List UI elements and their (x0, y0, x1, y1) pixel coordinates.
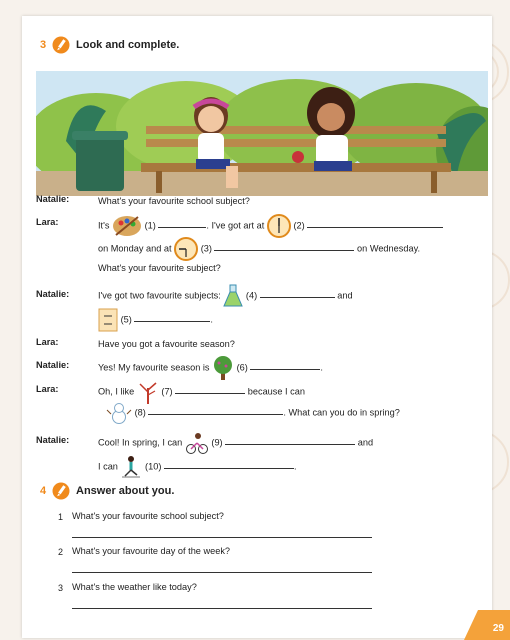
answer-blank[interactable] (225, 435, 355, 445)
dialogue-line-5 (98, 284, 353, 308)
question-text: What's your favourite school subject? (72, 511, 224, 521)
answer-blank[interactable] (158, 218, 206, 228)
answer-blank[interactable] (307, 218, 443, 228)
dialogue-text: on Wednesday. (357, 243, 421, 254)
dialogue-line-7 (98, 337, 235, 351)
exercise-number: 4 (40, 485, 47, 497)
speaker-label: Natalie: (36, 289, 70, 299)
dialogue-line-12 (98, 455, 297, 479)
dialogue-line-1 (98, 194, 250, 208)
answer-blank[interactable] (214, 241, 354, 251)
answer-blank[interactable] (148, 405, 283, 415)
dialogue-text: because I can (247, 386, 305, 397)
blank-number: (6) (236, 362, 248, 373)
blank-number: (9) (211, 437, 223, 448)
dialogue-line-6 (98, 308, 213, 332)
dialogue-text: and (357, 437, 374, 448)
blank-number: (3) (200, 243, 212, 254)
answer-blank[interactable] (175, 384, 245, 394)
blank-number: (5) (120, 314, 132, 325)
speaker-label: Natalie: (36, 194, 70, 204)
dialogue-text: I've got two favourite subjects: (98, 290, 221, 301)
blank-number: (1) (144, 220, 156, 231)
question-number: 2 (58, 547, 64, 557)
dialogue-text: I can (98, 461, 118, 472)
dialogue-text: It's (98, 220, 110, 231)
dialogue-line-2 (98, 214, 443, 238)
blank-number: (7) (161, 386, 173, 397)
speaker-label: Natalie: (36, 435, 70, 445)
cycling-girl-icon (185, 431, 209, 455)
dialogue-line-8 (98, 356, 323, 380)
speaker-label: Natalie: (36, 360, 70, 370)
page-number-badge (478, 610, 510, 640)
answer-blank[interactable] (134, 312, 210, 322)
blank-number: (2) (293, 220, 305, 231)
exercise-title: Look and complete. (76, 39, 180, 51)
clock-icon (174, 237, 198, 261)
page-number: 29 (492, 623, 504, 634)
question-text: What's your favourite day of the week? (72, 546, 231, 556)
exercise-number: 3 (40, 39, 47, 51)
speaker-label: Lara: (36, 337, 59, 347)
dialogue-line-3 (98, 237, 420, 261)
dialogue-text: and (337, 290, 353, 301)
exercise-3-heading (40, 36, 179, 54)
question-number: 1 (58, 512, 64, 522)
dialogue-line-9 (98, 380, 305, 404)
speaker-label: Lara: (36, 217, 59, 227)
snowman-icon (106, 402, 132, 424)
winter-tree-icon (137, 380, 159, 404)
exercise-title: Answer about you. (76, 485, 175, 497)
dialogue-text: What's your favourite subject? (98, 263, 221, 273)
girls-on-bench-illustration (36, 71, 488, 196)
answer-blank[interactable] (250, 360, 320, 370)
dialogue-line-10 (106, 402, 400, 424)
answer-blank[interactable] (260, 288, 335, 298)
answer-line[interactable] (72, 572, 372, 573)
skating-girl-icon (120, 455, 142, 479)
dialogue-text: Yes! My favourite season is (98, 362, 210, 373)
art-palette-icon (112, 215, 142, 237)
question-text: What's the weather like today? (72, 582, 197, 592)
dialogue-text: . (293, 461, 297, 472)
clock-icon (267, 214, 291, 238)
dialogue-text: . I've got art at (206, 220, 265, 231)
dialogue-text: Cool! In spring, I can (98, 437, 183, 448)
dialogue-line-11 (98, 431, 373, 455)
maths-fractions-icon (98, 308, 118, 332)
dialogue-text: Oh, I like (98, 386, 135, 397)
dialogue-text: on Monday and at (98, 243, 172, 254)
workbook-page (22, 16, 492, 638)
blank-number: (8) (134, 407, 146, 418)
answer-line[interactable] (72, 608, 372, 609)
answer-blank[interactable] (164, 459, 294, 469)
dialogue-text: Have you got a favourite season? (98, 339, 235, 349)
pencil-icon (52, 482, 70, 500)
exercise-4-heading (40, 482, 174, 500)
science-flask-icon (223, 284, 243, 308)
dialogue-text: . (210, 314, 213, 325)
dialogue-text: . (320, 362, 323, 373)
question-number: 3 (58, 583, 64, 593)
answer-line[interactable] (72, 537, 372, 538)
dialogue-line-4 (98, 261, 221, 275)
pencil-icon (52, 36, 70, 54)
blank-number: (4) (245, 290, 258, 301)
speaker-label: Lara: (36, 384, 59, 394)
summer-tree-icon (212, 356, 234, 380)
dialogue-text: What's your favourite school subject? (98, 196, 250, 206)
blank-number: (10) (145, 461, 162, 472)
dialogue-text: . What can you do in spring? (283, 407, 400, 418)
